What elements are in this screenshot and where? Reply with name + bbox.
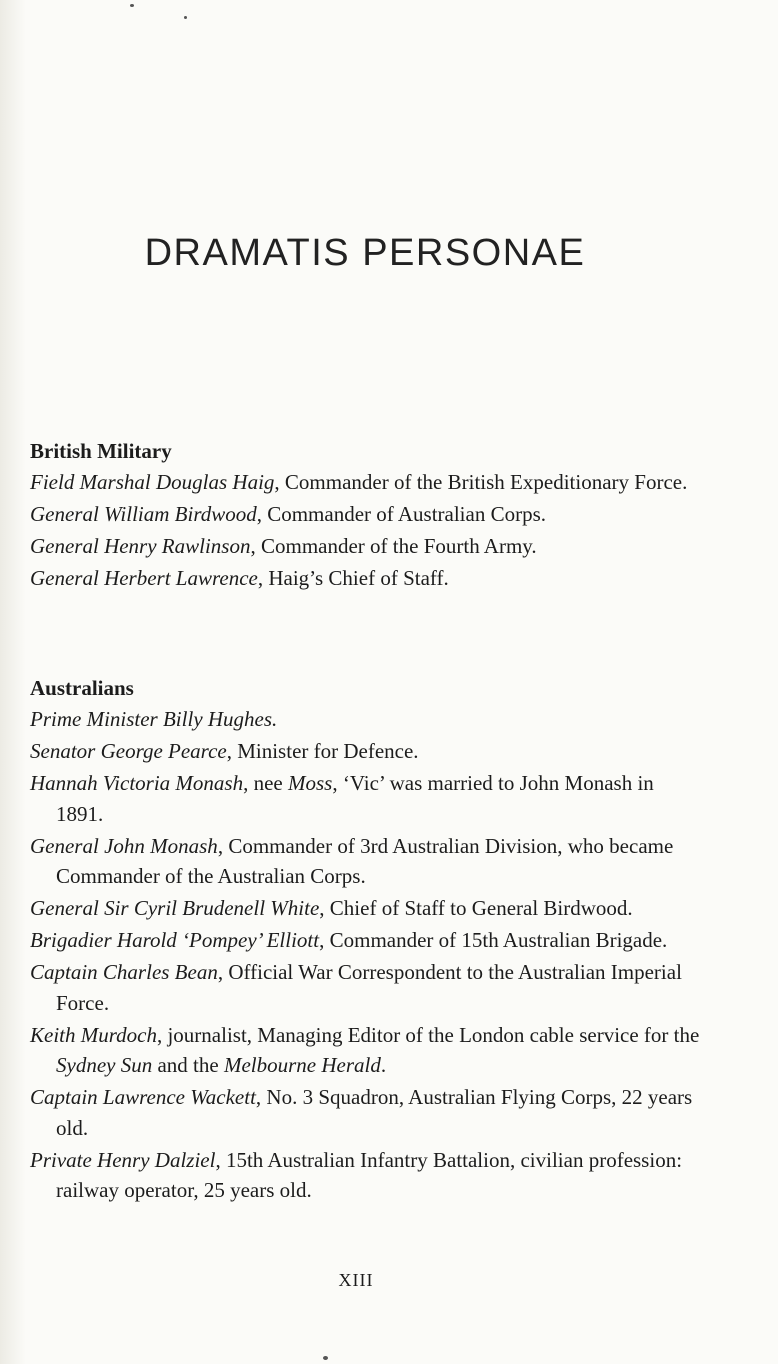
section-australians xyxy=(30,673,702,1207)
ink-speck xyxy=(323,1356,328,1360)
list-item xyxy=(30,736,702,767)
person-name: General Sir Cyril Brudenell White xyxy=(30,896,320,920)
person-description: , Commander of the British Expeditionary Force. xyxy=(274,470,688,494)
person-description: , ‘Vic’ was married to John Monash in 1891. xyxy=(56,771,654,826)
person-description: , Commander of 15th Australian Brigade. xyxy=(319,928,668,952)
person-name: Captain Lawrence Wackett xyxy=(30,1085,256,1109)
person-name: Senator George Pearce xyxy=(30,739,227,763)
page-title: DRAMATIS PERSONAE xyxy=(144,232,586,274)
person-description: , Official War Correspondent to the Australian Imperial Force. xyxy=(56,960,682,1015)
list-item xyxy=(30,467,702,498)
list-item xyxy=(30,957,702,1018)
ink-speck xyxy=(184,16,187,19)
list-item xyxy=(30,1145,702,1206)
person-description: , journalist, Managing Editor of the London cable service for the xyxy=(156,1022,700,1047)
name-connector: , nee xyxy=(243,771,289,795)
person-name: Brigadier Harold ‘Pompey’ Elliott xyxy=(30,928,320,952)
person-name: General John Monash xyxy=(30,833,218,858)
list-item xyxy=(30,563,702,594)
list-item xyxy=(30,893,702,924)
list-item xyxy=(30,768,702,829)
newspaper-title: Melbourne Herald xyxy=(223,1053,381,1077)
person-name: Private Henry Dalziel xyxy=(30,1147,216,1172)
person-description: , Commander of the Fourth Army. xyxy=(250,534,537,558)
list-item xyxy=(30,925,702,956)
page-edge-shadow xyxy=(0,0,26,1364)
person-name: Hannah Victoria Monash xyxy=(30,771,244,795)
person-description: , Commander of Australian Corps. xyxy=(256,502,547,526)
person-name: Prime Minister Billy Hughes. xyxy=(30,707,278,731)
section-british-military xyxy=(30,436,702,595)
page-number: XIII xyxy=(338,1270,374,1290)
person-description: , Chief of Staff to General Birdwood. xyxy=(319,896,633,920)
list-item xyxy=(30,1020,702,1081)
person-description: , No. 3 Squadron, Australian Flying Corps, 22 years old. xyxy=(56,1085,693,1140)
list-item xyxy=(30,704,702,735)
list-item xyxy=(30,531,702,562)
person-name: Captain Charles Bean xyxy=(30,960,218,984)
list-item xyxy=(30,499,702,530)
person-name: General William Birdwood xyxy=(30,502,257,526)
person-description: , 15th Australian Infantry Battalion, civilian profession: railway operator, 25 years old. xyxy=(56,1147,683,1202)
person-description: , Minister for Defence. xyxy=(226,739,419,763)
newspaper-title: Sydney Sun xyxy=(56,1053,153,1077)
person-name: General Herbert Lawrence xyxy=(30,566,258,590)
conjunction-text: and the xyxy=(152,1053,224,1077)
entry-end-punctuation: . xyxy=(380,1053,387,1077)
ink-speck xyxy=(130,4,134,7)
list-item xyxy=(30,831,702,892)
person-name: General Henry Rawlinson xyxy=(30,534,251,558)
section-heading: British Military xyxy=(30,439,172,463)
person-name: Keith Murdoch xyxy=(30,1022,157,1047)
list-item xyxy=(30,1082,702,1143)
section-heading: Australians xyxy=(30,676,134,700)
person-description: , Commander of 3rd Australian Division, who became Commander of the Australian Corps. xyxy=(56,833,674,888)
maiden-name: Moss xyxy=(288,771,333,795)
person-name: Field Marshal Douglas Haig xyxy=(30,470,275,494)
person-description: , Haig’s Chief of Staff. xyxy=(257,566,449,590)
